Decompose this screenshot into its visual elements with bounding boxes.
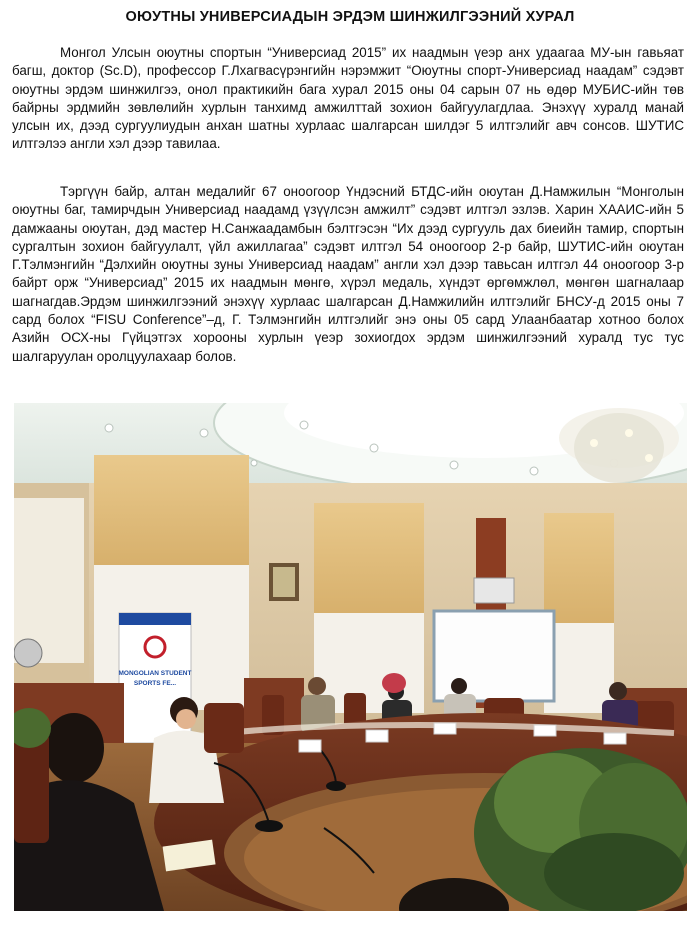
conference-room-photo [14,403,687,911]
banner-text-1: MONGOLIAN STUDENT [118,670,192,677]
article-title: ОЮУТНЫ УНИВЕРСИАДЫН ЭРДЭМ ШИНЖИЛГЭЭНИЙ ХУРАЛ [125,9,575,25]
article-paragraph-1: Монгол Улсын оюутны спортын “Универсиад 2015” их наадмын үеэр анх удаагаа МУ-ын гавьяат багш, доктор (Sc.D), профессор Г.Лхагвасүрэнгийн нэрэмжит “Оюутны спорт-Универсиад наадам” сэдэвт оюутны эрдэм шинжилгээ, онол практикийн бага хурал 2015 оны 04 сарын 07 нь өдөр МУБИС-ийн төв байрны эрдмийн зөвлөлийн хурлын танхимд амжилттай зохион байгуулагдлаа. Энэхүү хуралд манай улсын их, дээд сургуулиудын анхан шатны хурлаас шалгарсан шилдэг 5 илтгэлийг авч сонсов. ШУТИС илтгэлээ англи хэл дээр тавилаа. [12,45,684,152]
banner-text-2: SPORTS FE... [133,680,177,687]
article-paragraph-2: Тэргүүн байр, алтан медалийг 67 оноогоор Үндэсний БТДС-ийн оюутан Д.Намжилын “Монголын оюутны баг, тамирчдын Универсиад наадамд үзүүлсэн амжилт” сэдэвт илтгэл эзлэв. Харин ХААИС-ийн 5 дамжааны оюутан, дэд мастер Н.Санжаадамбын бэлтгэсэн “Их дээд сургууль дах биеийн тамир, спортын сургалтын зохион байгуулалт, үйл ажиллагаа” сэдэвт илтгэл 54 оноогоор 2-р байр, ШУТИС-ийн оюутан Г.Тэлмэнгийн “Дэлхийн оюутны зуны Универсиад наадам” англи хэл дээр тавьсан илтгэл 44 оноогоор 3-р байрт орж “Универсиад” 2015 их наадмын мөнгө, хүрэл медаль, хүндэт өргөмжлөл, мөнгөн шагналаар шагнагдав.Эрдэм шинжилгээний энэхүү хурлаас шалгарсан Д.Намжилийн илтгэлийг БНСУ-д 2015 оны 7 сард болох “FISU Conference”–д, Г. Тэлмэнгийн илтгэлийг энэ оны 05 сард Улаанбаатар хотноо болох Азийн ОСХ-ны Гүйцэтгэх хорооны хурлын үеэр зохиогдох эрдэм шинжилгээний хуралд тус тус шалгаруулан оролцуулахаар болов. [12,184,684,364]
